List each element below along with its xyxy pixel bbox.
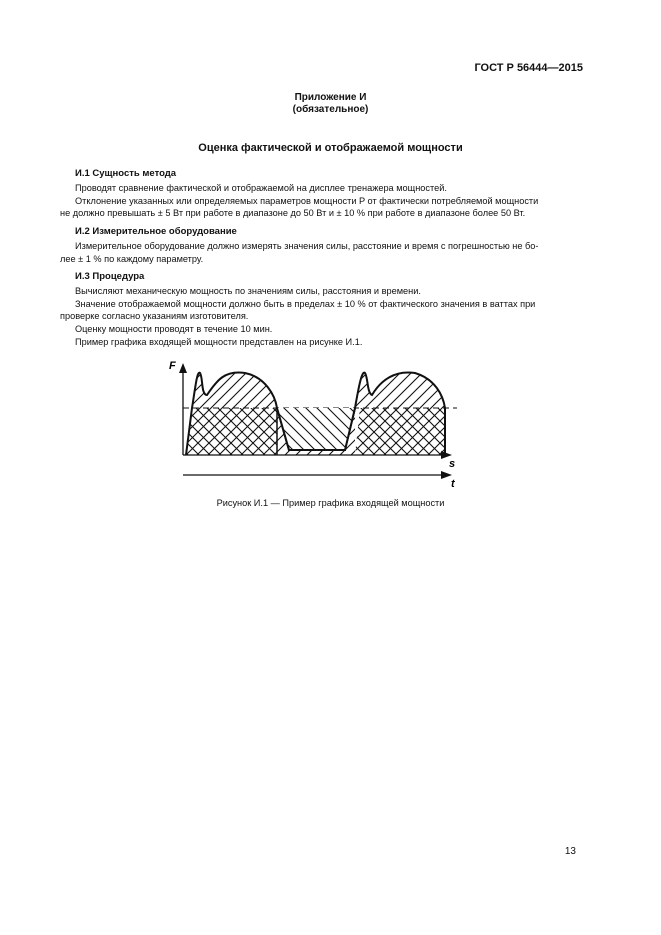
paragraph: Проводят сравнение фактической и отображаемой на дисплее тренажера мощностей. — [75, 183, 447, 193]
paragraph: Оценку мощности проводят в течение 10 мин. — [75, 324, 273, 334]
paragraph: Вычисляют механическую мощность по значениям силы, расстояния и времени. — [75, 286, 421, 296]
paragraph: проверке согласно указаниям изготовителя. — [60, 311, 249, 321]
paragraph: лее ± 1 % по каждому параметру. — [60, 254, 204, 264]
paragraph: Пример графика входящей мощности представлен на рисунке И.1. — [75, 337, 363, 347]
axis-label-t: t — [451, 478, 455, 490]
appendix-label: Приложение И — [294, 92, 367, 103]
page-title: Оценка фактической и отображаемой мощности — [198, 142, 463, 154]
page-number: 13 — [564, 846, 576, 857]
section-heading-1: И.1 Сущность метода — [75, 168, 177, 179]
paragraph: не должно превышать ± 5 Вт при работе в диапазоне до 50 Вт и ± 10 % при работе в диапазоне более 50 Вт. — [60, 208, 526, 218]
axis-label-s: s — [449, 458, 456, 470]
y-axis — [179, 363, 187, 455]
axis-label-F: F — [169, 360, 176, 372]
paragraph: Отклонение указанных или определяемых параметров мощности P от фактически потребляемой мощности — [75, 196, 539, 206]
paragraph: Измерительное оборудование должно измерять значения силы, расстояние и время с погрешностью не бо- — [75, 241, 539, 251]
figure-caption: Рисунок И.1 — Пример графика входящей мощности — [216, 498, 445, 508]
power-graph-figure — [165, 355, 465, 490]
standard-number: ГОСТ Р 56444—2015 — [474, 62, 583, 74]
section-heading-3: И.3 Процедура — [75, 271, 145, 282]
section-heading-2: И.2 Измерительное оборудование — [75, 226, 237, 237]
t-axis — [183, 471, 452, 479]
appendix-status: (обязательное) — [292, 104, 369, 115]
paragraph: Значение отображаемой мощности должно быть в пределах ± 10 % от фактического значения в ваттах при — [75, 299, 536, 309]
